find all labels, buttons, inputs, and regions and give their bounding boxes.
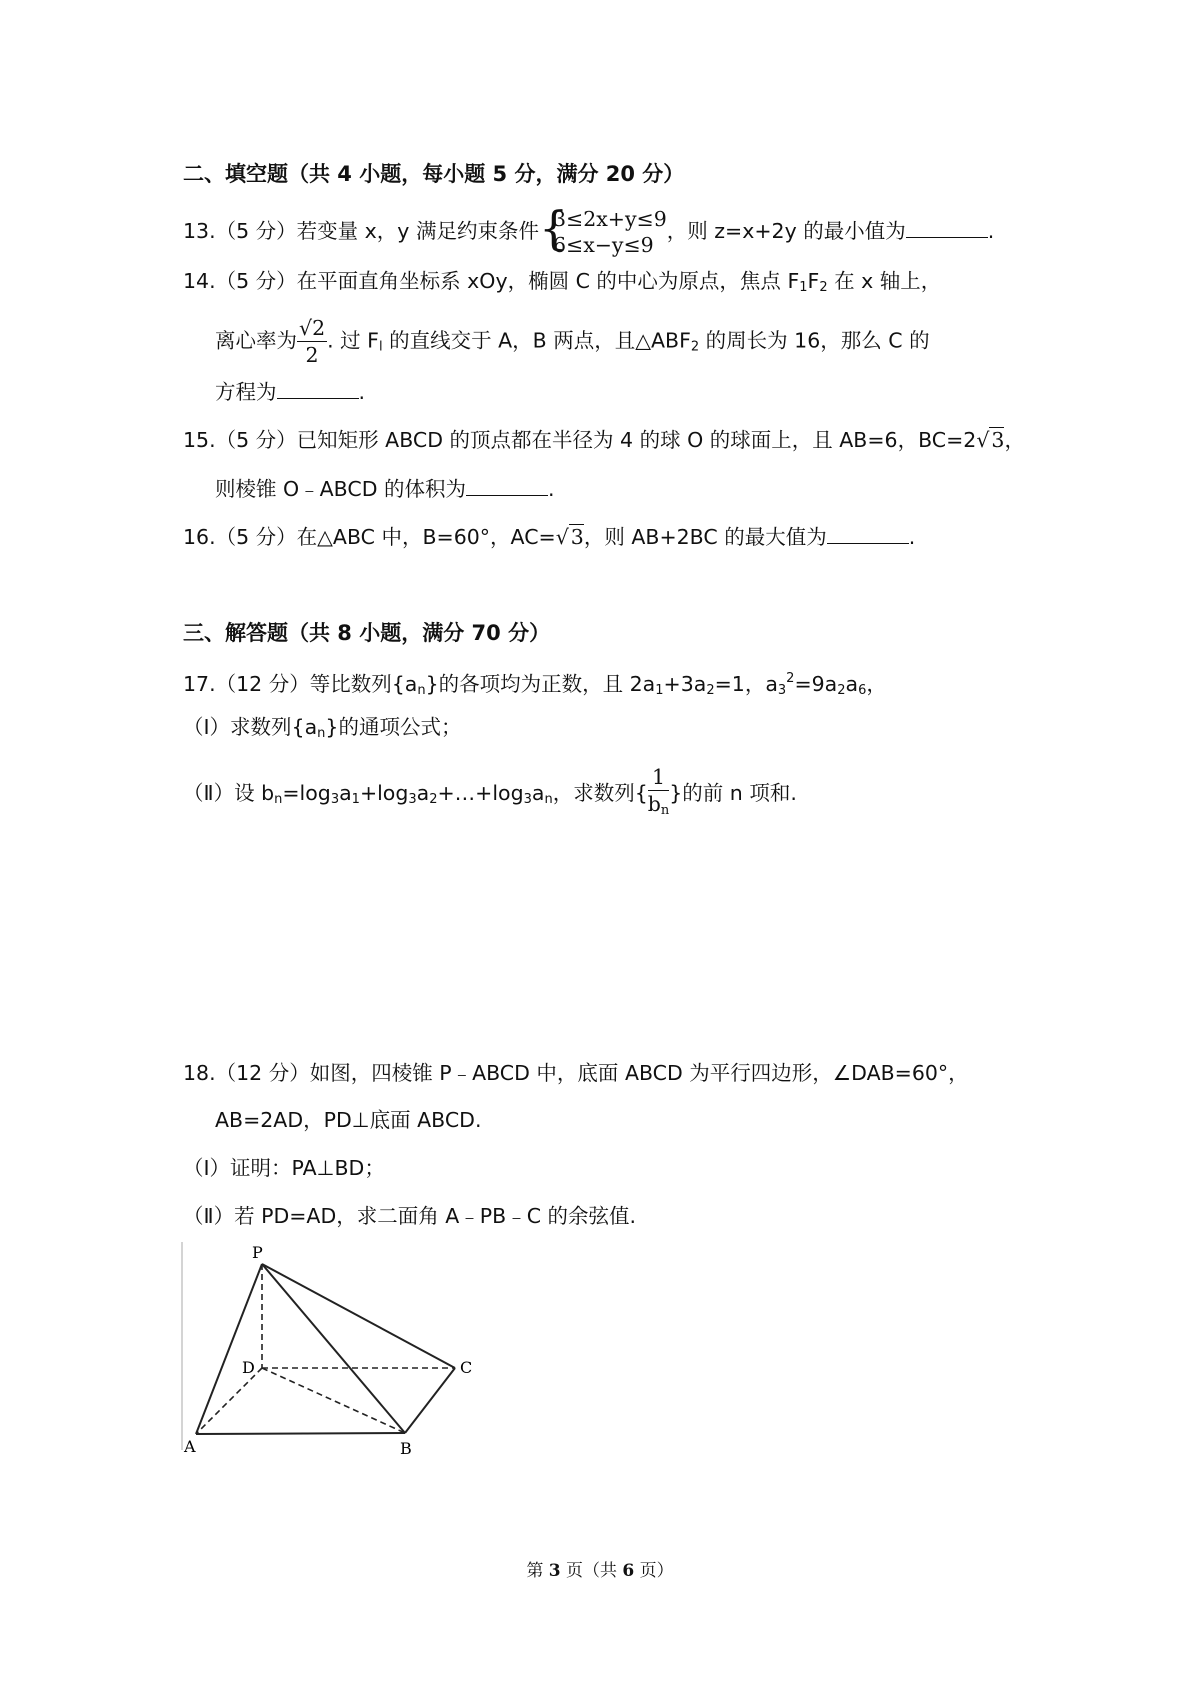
question-18-part-1: （Ⅰ）证明：PA⊥BD；	[183, 1156, 385, 1180]
section-title-fill-in: 二、填空题（共 4 小题，每小题 5 分，满分 20 分）	[183, 162, 685, 186]
q17-sup: 2	[786, 671, 795, 686]
q17-sub: 1	[351, 792, 360, 807]
q17-sub: 2	[429, 792, 438, 807]
q15-text-3: 则棱锥 O﹣ABCD 的体积为	[215, 477, 466, 501]
answer-blank	[827, 521, 909, 544]
question-17-part-1	[183, 712, 461, 749]
q15-radicand: 3	[991, 428, 1005, 452]
question-14-line-1	[183, 266, 941, 303]
footer-text: 页（共	[560, 1561, 623, 1581]
footer-text: 第	[526, 1561, 549, 1581]
q13-constraint-2: 6≤x−y≤9	[552, 233, 654, 257]
q14-sub-4: 2	[690, 339, 700, 355]
q17-text: ，	[866, 672, 887, 696]
q17-text: +3a	[663, 672, 707, 696]
question-17-part-2	[183, 764, 797, 824]
q17-part2-text: a	[531, 781, 545, 805]
q14-text-3: 在 x 轴上，	[827, 269, 942, 293]
q13-suffix: ，则 z=x+2y 的最小值为	[666, 219, 906, 243]
q16-text-2: ，则 AB+2BC 的最大值为	[583, 525, 827, 549]
sqrt-icon: √	[555, 525, 569, 549]
q17-sub: 3	[523, 792, 532, 807]
q17-sub: 2	[837, 683, 846, 698]
q16-text-1: 16.（5 分）在△ABC 中，B=60°，AC=	[183, 525, 556, 549]
q17-text: =9a	[794, 672, 838, 696]
question-16	[183, 521, 915, 552]
q14-text-4: 离心率为	[215, 328, 297, 353]
q14-text-6: 的直线交于 A，B 两点，且△ABF	[382, 328, 691, 353]
label-A: A	[184, 1437, 196, 1456]
label-C: C	[460, 1358, 473, 1377]
sqrt-icon: √	[976, 428, 990, 452]
q14-eccentricity-fraction	[297, 315, 327, 368]
pyramid-figure	[180, 1240, 500, 1460]
q17-sub: n	[317, 726, 326, 741]
q14-sub-2: 2	[819, 280, 828, 295]
footer-page-number: 3	[548, 1561, 561, 1581]
question-18-part-2: （Ⅱ）若 PD=AD，求二面角 A﹣PB﹣C 的余弦值.	[183, 1204, 637, 1228]
section-title-answers: 三、解答题（共 8 小题，满分 70 分）	[183, 621, 551, 645]
q14-text-8: 方程为	[215, 380, 277, 404]
q17-sub: 3	[330, 792, 340, 807]
edge-BC	[405, 1368, 455, 1433]
q17-sub: 1	[655, 683, 664, 698]
q17-sub: 6	[858, 683, 867, 698]
question-17-line-1	[183, 664, 887, 706]
footer-text: 页）	[634, 1561, 674, 1581]
q14-sub-3: l	[378, 339, 383, 355]
q17-part2-text: （Ⅱ）设 b	[183, 781, 275, 805]
q17-sub: n	[544, 792, 553, 807]
edge-PB	[262, 1264, 405, 1433]
q17-text: =1，a	[714, 672, 778, 696]
edge-DA	[196, 1368, 262, 1434]
question-13	[183, 201, 995, 258]
page-footer	[0, 1556, 1200, 1581]
footer-total-pages: 6	[622, 1561, 635, 1581]
q17-sub: n	[417, 683, 426, 698]
answer-blank	[906, 215, 988, 238]
q17-part2-text: ，求数列{	[552, 781, 648, 805]
q15-text-1: 15.（5 分）已知矩形 ABCD 的顶点都在半径为 4 的球 O 的球面上，且 AB=6，BC=2	[183, 428, 977, 452]
q17-part1-text: （Ⅰ）求数列{a	[183, 715, 318, 739]
q13-end: .	[987, 219, 995, 243]
label-P: P	[252, 1243, 263, 1262]
q17-text: }的各项均为正数，且 2a	[425, 672, 656, 696]
q14-text-7: 的周长为 16，那么 C 的	[699, 328, 930, 353]
question-15-line-2	[215, 473, 555, 504]
q16-end: .	[908, 525, 916, 549]
q14-text-2: F	[807, 269, 820, 293]
q17-sub: 2	[706, 683, 715, 698]
q14-end: .	[358, 380, 366, 404]
q17-sub: n	[274, 792, 283, 807]
q17-fraction	[648, 764, 670, 824]
q17-part2-text: =log	[282, 781, 331, 805]
q14-sub-1: 1	[799, 280, 808, 295]
q17-sub: 3	[777, 683, 787, 698]
q17-part2-text: a	[339, 781, 352, 805]
question-18-line-2: AB=2AD，PD⊥底面 ABCD.	[215, 1108, 482, 1132]
q13-prefix: 13.（5 分）若变量 x，y 满足约束条件	[183, 219, 539, 243]
q16-radicand: 3	[570, 525, 584, 549]
q13-constraint-system: { 3≤2x+y≤9 6≤x−y≤9	[538, 201, 667, 257]
label-B: B	[400, 1439, 412, 1458]
q14-text-1: 14.（5 分）在平面直角坐标系 xOy，椭圆 C 的中心为原点，焦点 F	[183, 269, 800, 293]
q17-part1-text: }的通项公式；	[325, 715, 462, 739]
question-14-line-2	[215, 315, 930, 368]
question-15-line-1	[183, 425, 1025, 455]
q17-sub: 3	[408, 792, 417, 807]
q17-text: 17.（12 分）等比数列{a	[183, 672, 418, 696]
fraction-denominator	[648, 791, 670, 824]
q17-part2-text: +log	[359, 781, 409, 805]
edge-DB	[262, 1368, 405, 1433]
question-18-line-1: 18.（12 分）如图，四棱锥 P﹣ABCD 中，底面 ABCD 为平行四边形，∠DAB=60°，	[183, 1061, 969, 1085]
edge-PA	[196, 1264, 262, 1434]
fraction-denominator-sub: n	[660, 803, 670, 818]
q17-part2-text: a	[416, 781, 430, 805]
edge-PC	[262, 1264, 455, 1368]
q15-end: .	[548, 477, 555, 501]
label-D: D	[242, 1358, 255, 1377]
edge-AB	[196, 1433, 405, 1434]
q17-part2-text: +…+log	[437, 781, 524, 805]
q13-constraint-1: 3≤2x+y≤9	[552, 207, 667, 231]
q14-text-5: . 过 F	[327, 328, 379, 353]
fraction-denominator: 2	[305, 343, 319, 367]
q15-text-2: ，	[1004, 428, 1025, 452]
q17-part2-text: }的前 n 项和.	[669, 781, 797, 805]
question-14-line-3	[215, 376, 365, 407]
fraction-numerator: 1	[648, 764, 670, 791]
fraction-denominator-base: b	[647, 792, 661, 816]
answer-blank	[466, 473, 548, 496]
q17-text: a	[845, 672, 859, 696]
answer-blank	[277, 376, 359, 399]
fraction-numerator: √2	[299, 316, 326, 340]
